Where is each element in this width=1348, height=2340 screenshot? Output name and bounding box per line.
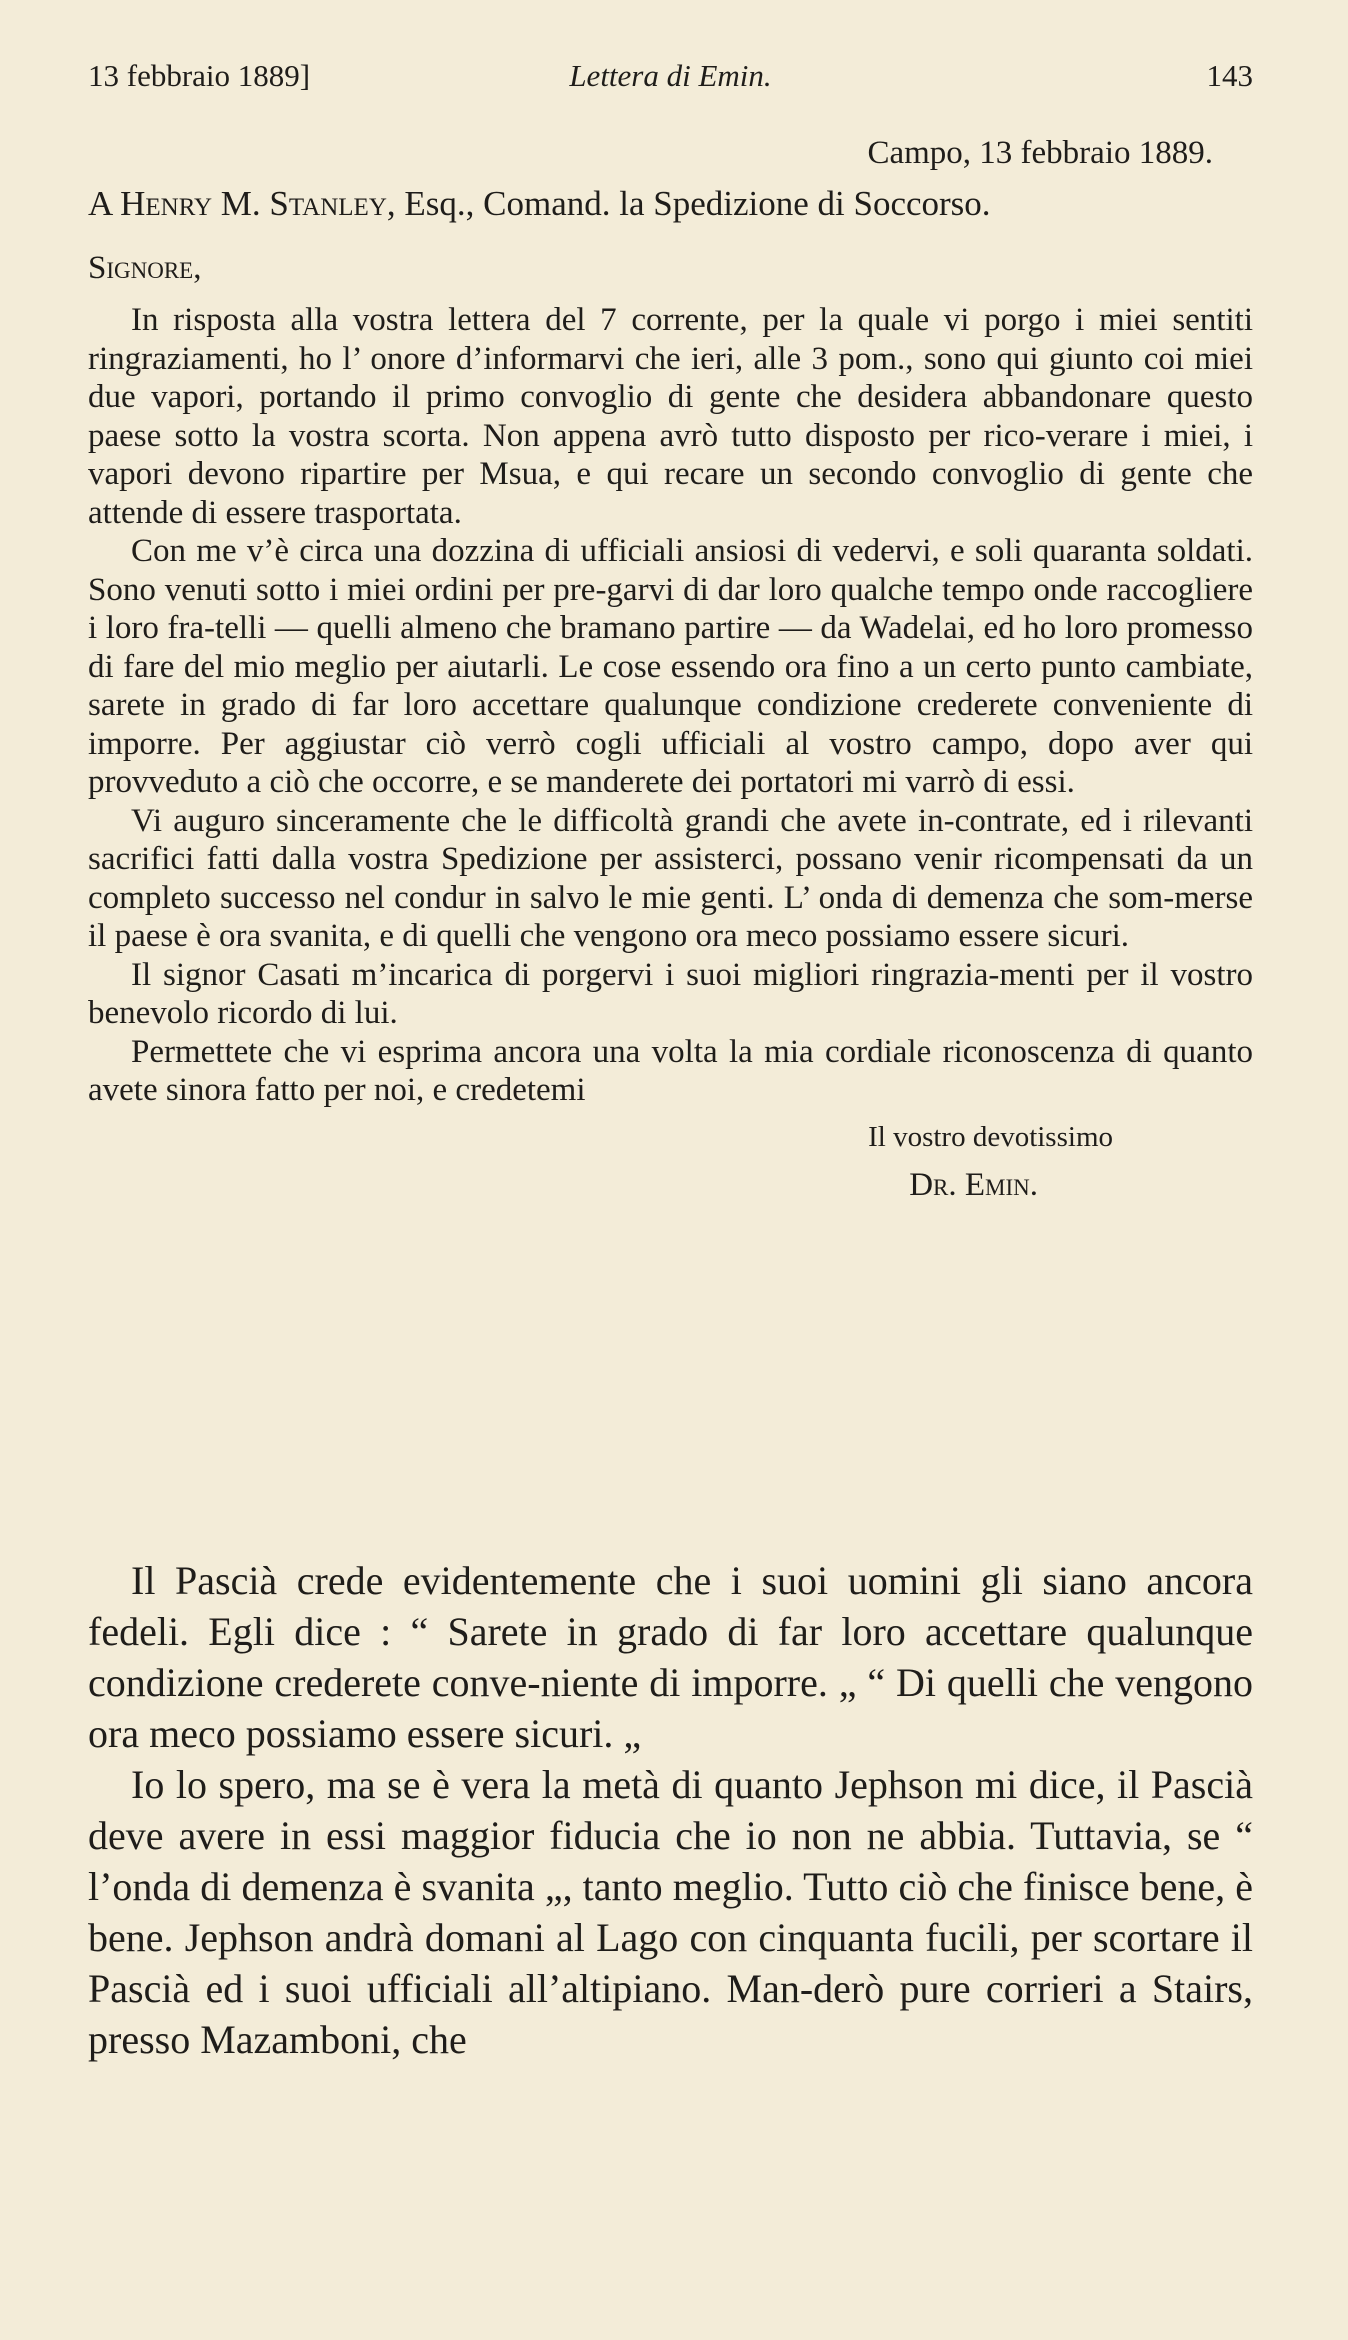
narrative-paragraph: Io lo spero, ma se è vera la metà di quanto Jephson mi dice, il Pascià deve avere in essi maggior fiducia che io non ne abbia. Tuttavia, se “ l’onda di demenza è svanita „, tanto meglio. Tutto ciò che finisce bene, è bene. Jephson andrà domani al Lago con cinquanta fucili, per scortare il Pascià ed i suoi ufficiali all’altipiano. Man-derò pure corrieri a Stairs, presso Mazamboni, che — [88, 1762, 1253, 2062]
narrative-paragraph: Il Pascià crede evidentemente che i suoi uomini gli siano ancora fedeli. Egli dice : “ Sarete in grado di far loro accettare qualunque condizione crederete conve-niente di imporre. „ “ Di quelli che vengono ora meco possiamo essere sicuri. „ — [88, 1558, 1253, 1756]
letter-place-date: Campo, 13 febbraio 1889. — [867, 135, 1213, 171]
addressee-name: Henry M. Stanley — [120, 183, 387, 223]
narrative-block — [88, 1555, 1253, 2065]
page-number: 143 — [1206, 58, 1253, 93]
letter-paragraph: Permettete che vi esprima ancora una volta la mia cordiale riconoscenza di quanto avete sinora fatto per noi, e credetemi — [88, 1033, 1253, 1108]
letter-paragraph: Vi auguro sinceramente che le difficoltà grandi che avete in-contrate, ed i rilevanti sacrifici fatti dalla vostra Spedizione per assisterci, possano venir ricompensati da un completo successo nel condur in salvo le mie genti. L’ onda di demenza che som-merse il paese è ora svanita, e di quelli che vengono ora meco possiamo essere sicuri. — [88, 802, 1253, 954]
letter-salutation: Signore, — [88, 249, 202, 286]
letter-closing: Il vostro devotissimo — [868, 1120, 1113, 1153]
addressee-rest: , Esq., Comand. la Spedizione di Soccorso. — [386, 183, 991, 223]
addressee-prefix: A — [88, 183, 121, 223]
letter-paragraph: Con me v’è circa una dozzina di ufficiali ansiosi di vedervi, e soli quaranta soldati. Sono venuti sotto i miei ordini per pre-garvi di dar loro qualche tempo onde raccogliere i loro fra-telli — quelli almeno che bramano partire — da Wadelai, ed ho loro promesso di fare del mio meglio per aiutarli. Le cose essendo ora fino a un certo punto cambiate, sarete in grado di far loro accettare qualunque condizione crederete conveniente di imporre. Per aggiustar ciò verrò cogli ufficiali al vostro campo, dopo aver qui provveduto a ciò che occorre, e se manderete dei portatori mi varrò di essi. — [88, 533, 1253, 800]
letter-signature: Dr. Emin. — [909, 1167, 1038, 1203]
letter-paragraph: In risposta alla vostra lettera del 7 corrente, per la quale vi porgo i miei sentiti ringraziamenti, ho l’ onore d’informarvi che ieri, alle 3 pom., sono qui giunto coi miei due vapori, portando il primo convoglio di gente che desidera abbandonare questo paese sotto la vostra scorta. Non appena avrò tutto disposto per rico-verare i miei, i vapori devono ripartire per Msua, e qui recare un secondo convoglio di gente che attende di essere trasportata. — [88, 302, 1253, 531]
letter-paragraph: Il signor Casati m’incarica di porgervi i suoi migliori ringrazia-menti per il vostro benevolo ricordo di lui. — [88, 956, 1253, 1031]
header-date: 13 febbraio 1889] — [88, 58, 311, 93]
running-header — [88, 46, 1253, 106]
header-title: Lettera di Emin. — [569, 58, 772, 93]
letter-addressee — [88, 181, 1253, 227]
letter-block — [88, 134, 1253, 1205]
